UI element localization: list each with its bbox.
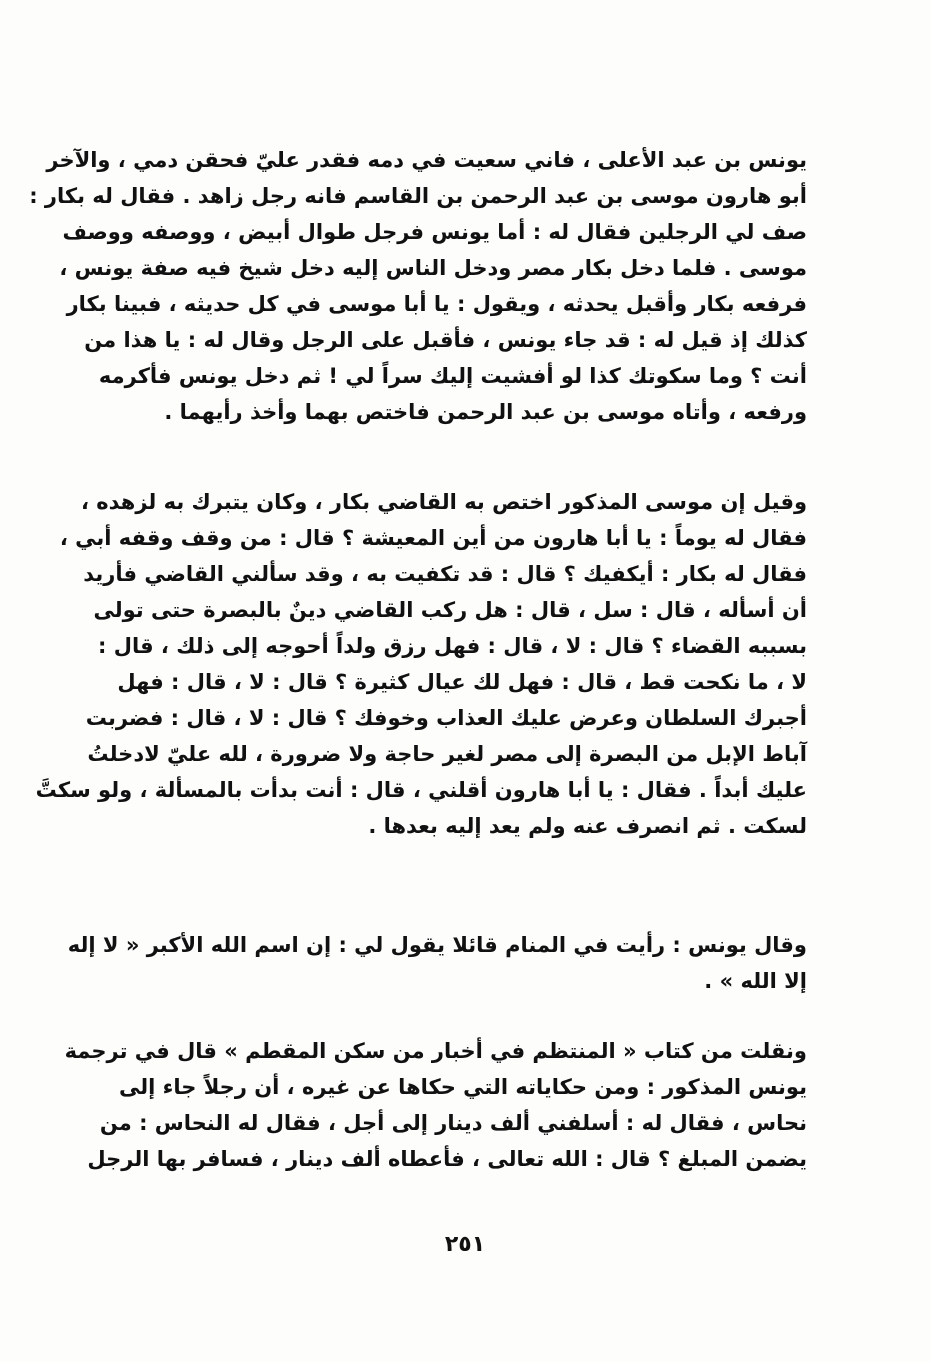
text-line: أن أسأله ، قال : سل ، قال : هل ركب القاضي دينٌ بالبصرة حتى تولى	[93, 598, 807, 622]
paragraph-1	[29, 142, 807, 430]
text-line: بسببه القضاء ؟ قال : لا ، قال : فهل رزق ولداً أحوجه إلى ذلك ، قال :	[98, 634, 807, 658]
text-line: موسى . فلما دخل بكار مصر ودخل الناس إليه دخل شيخ فيه صفة يونس ،	[59, 256, 807, 280]
text-line: لسكت . ثم انصرف عنه ولم يعد إليه بعدها .	[368, 814, 807, 838]
page-number: ٢٥١	[444, 1232, 486, 1257]
text-line: أبو هارون موسى بن عبد الرحمن بن القاسم فانه رجل زاهد . فقال له بكار :	[29, 184, 807, 208]
paragraph-4	[64, 1033, 807, 1177]
text-line: يونس المذكور : ومن حكاياته التي حكاها عن غيره ، أن رجلاً جاء إلى	[119, 1075, 807, 1099]
text-line: فقال له بكار : أيكفيك ؟ قال : قد تكفيت به ، وقد سألني القاضي فأريد	[83, 562, 807, 586]
text-line: آباط الإبل من البصرة إلى مصر لغير حاجة ولا ضرورة ، لله عليّ لادخلتُ	[87, 742, 807, 766]
text-line: كذلك إذ قيل له : قد جاء يونس ، فأقبل على الرجل وقال له : يا هذا من	[84, 328, 807, 352]
text-line: وقال يونس : رأيت في المنام قائلا يقول لي : إن اسم الله الأكبر « لا إله	[67, 933, 807, 957]
paragraph-2	[35, 484, 807, 844]
text-line: فرفعه بكار وأقبل يحدثه ، ويقول : يا أبا موسى في كل حديثه ، فبينا بكار	[66, 292, 807, 316]
text-line: أجبرك السلطان وعرض عليك العذاب وخوفك ؟ قال : لا ، قال : فضربت	[85, 706, 807, 730]
paragraph-3	[67, 927, 807, 999]
text-line: أنت ؟ وما سكوتك كذا لو أفشيت إليك سراً لي ! ثم دخل يونس فأكرمه	[98, 364, 807, 388]
text-line: يونس بن عبد الأعلى ، فاني سعيت في دمه فقدر عليّ فحقن دمي ، والآخر	[46, 148, 807, 172]
text-line: صف لي الرجلين فقال له : أما يونس فرجل طوال أبيض ، ووصفه ووصف	[62, 220, 807, 244]
text-line: يضمن المبلغ ؟ قال : الله تعالى ، فأعطاه ألف دينار ، فسافر بها الرجل	[87, 1147, 807, 1171]
text-line: وقيل إن موسى المذكور اختص به القاضي بكار ، وكان يتبرك به لزهده ،	[80, 490, 807, 514]
text-line: لا ، ما نكحت قط ، قال : فهل لك عيال كثيرة ؟ قال : لا ، قال : فهل	[117, 670, 807, 694]
text-line: عليك أبداً . فقال : يا أبا هارون أقلني ، قال : أنت بدأت بالمسألة ، ولو سكتَّ	[35, 778, 807, 802]
text-line: فقال له يوماً : يا أبا هارون من أين المعيشة ؟ قال : من وقف وقفه أبي ،	[59, 526, 807, 550]
text-line: ونقلت من كتاب « المنتظم في أخبار من سكن المقطم » قال في ترجمة	[64, 1039, 807, 1063]
text-line: نحاس ، فقال له : أسلفني ألف دينار إلى أجل ، فقال له النحاس : من	[99, 1111, 807, 1135]
text-line: ورفعه ، وأتاه موسى بن عبد الرحمن فاختص بهما وأخذ رأيهما .	[164, 400, 807, 424]
text-line: إلا الله » .	[704, 969, 807, 993]
